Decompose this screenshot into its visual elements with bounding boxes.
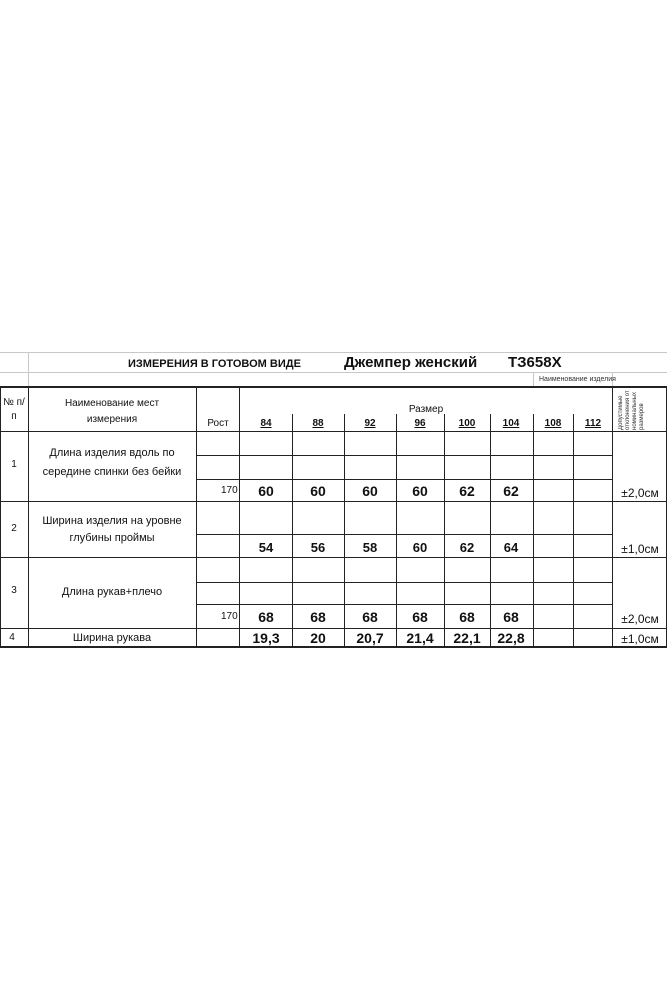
value-cell: 68: [362, 609, 378, 625]
value-cell: 21,4: [406, 630, 434, 646]
product-caption: Наименование изделия: [539, 376, 616, 383]
value-cell: 19,3: [252, 630, 280, 646]
column-number: № п/п: [3, 397, 25, 422]
value-cell: 20: [310, 630, 326, 646]
row-name-line1: Ширина рукава: [72, 632, 152, 644]
size-96: 96: [414, 418, 426, 429]
value-cell: 54: [258, 540, 274, 555]
row-number: 1: [11, 459, 17, 470]
row-name-line2: середине спинки без бейки: [42, 466, 182, 478]
column-height: Рост: [207, 418, 229, 429]
column-name: Наименование мест измерения: [64, 398, 160, 425]
value-cell: 62: [503, 483, 519, 499]
value-cell: 64: [503, 540, 519, 555]
size-84: 84: [260, 418, 272, 429]
product-name: Джемпер женский: [344, 354, 478, 371]
size-108: 108: [544, 418, 562, 429]
tolerance-value: ±1,0см: [621, 632, 659, 646]
value-cell: 68: [503, 609, 519, 625]
size-104: 104: [502, 418, 520, 429]
value-cell: 58: [362, 540, 378, 555]
measurement-sheet: [0, 352, 667, 650]
value-cell: 60: [362, 483, 378, 499]
value-cell: 68: [258, 609, 274, 625]
size-88: 88: [312, 418, 324, 429]
value-cell: 60: [412, 540, 428, 555]
value-cell: 60: [412, 483, 428, 499]
tolerance-value: ±1,0см: [621, 542, 659, 556]
row-number: 2: [11, 523, 17, 534]
tolerance-value: ±2,0см: [621, 612, 659, 626]
value-cell: 62: [459, 483, 475, 499]
value-cell: 68: [412, 609, 428, 625]
value-cell: 60: [310, 483, 326, 499]
size-100: 100: [458, 418, 476, 429]
value-cell: 22,1: [453, 630, 481, 646]
column-tolerance: Допустимые отклонения от номинальных размеров: [618, 390, 645, 430]
value-cell: 22,8: [497, 630, 525, 646]
tolerance-value: ±2,0см: [621, 486, 659, 500]
value-cell: 56: [310, 540, 326, 555]
row-number: 4: [9, 632, 15, 643]
row-height: 170: [221, 485, 238, 496]
value-cell: 60: [258, 483, 274, 499]
row-name-line2: глубины проймы: [69, 532, 155, 544]
measure-title: ИЗМЕРЕНИЯ В ГОТОВОМ ВИДЕ: [128, 358, 301, 370]
row-number: 3: [11, 585, 17, 596]
value-cell: 62: [459, 540, 475, 555]
value-cell: 68: [310, 609, 326, 625]
row-name-line1: Длина рукав+плечо: [61, 586, 163, 598]
value-cell: 68: [459, 609, 475, 625]
row-name-line1: Ширина изделия на уровне: [42, 515, 182, 527]
size-112: 112: [584, 418, 602, 429]
value-cell: 20,7: [356, 630, 384, 646]
size-92: 92: [364, 418, 376, 429]
column-size: Размер: [408, 404, 444, 415]
row-height: 170: [221, 611, 238, 622]
row-name-line1: Длина изделия вдоль по: [49, 447, 175, 459]
article-code: ТЗ658Х: [508, 354, 562, 371]
